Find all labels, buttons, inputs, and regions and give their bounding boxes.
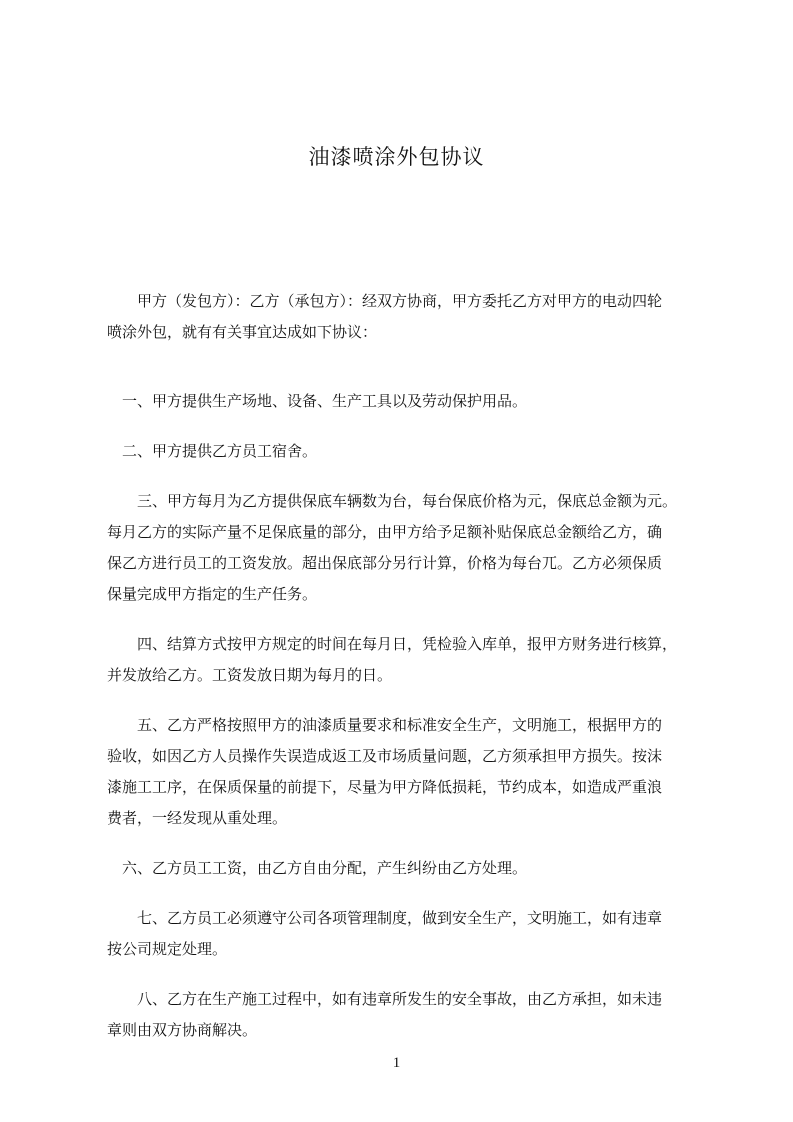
text-line: 四、结算方式按甲方规定的时间在每月日，凭检验入库单，报甲方财务进行核算， [107,635,678,653]
text-line: 喷涂外包，就有有关事宜达成如下协议： [107,323,378,341]
text-line: 二、甲方提供乙方员工宿舍。 [107,442,318,460]
text-line: 章则由双方协商解决。 [107,1021,258,1039]
paragraph-clause-3 [107,486,711,610]
text-line: 一、甲方提供生产场地、设备、生产工具以及劳动保护用品。 [107,392,528,410]
text-line: 验收，如因乙方人员操作失误造成返工及市场质量问题，乙方须承担甲方损失。按沫 [107,747,663,765]
text-line: 保乙方进行员工的工资发放。超出保底部分另行计算，价格为每台兀。乙方必须保质 [107,554,663,572]
text-line: 七、乙方员工必须遵守公司各项管理制度，做到安全生产，文明施工，如有违章 [107,909,663,927]
text-line: 五、乙方严格按照甲方的油漆质量要求和标准安全生产，文明施工，根据甲方的 [107,716,663,734]
text-line: 每月乙方的实际产量不足保底量的部分，由甲方给予足额补贴保底总金额给乙方，确 [107,523,663,541]
paragraph-clause-8 [107,984,711,1046]
text-line: 漆施工工序，在保质保量的前提下，尽量为甲方降低损耗，节约成本，如造成严重浪 [107,778,663,796]
text-line: 八、乙方在生产施工过程中，如有违章所发生的安全事故，由乙方承担，如未违 [107,990,663,1008]
paragraph-clause-5 [107,710,711,834]
document-body [107,286,711,1046]
text-line: 甲方（发包方）：乙方（承包方）：经双方协商，甲方委托乙方对甲方的电动四轮 [107,292,663,310]
document-title: 油漆喷涂外包协议 [308,145,485,169]
paragraph-clause-7 [107,903,711,965]
text-line: 保量完成甲方指定的生产任务。 [107,585,318,603]
paragraph-clause-1 [107,386,711,417]
text-line: 六、乙方员工工资，由乙方自由分配，产生纠纷由乙方处理。 [107,859,528,877]
paragraph-clause-6 [107,853,711,884]
text-line: 按公司规定处理。 [107,940,228,958]
text-line: 并发放给乙方。工资发放日期为每月的日。 [107,666,393,684]
paragraph-clause-4 [107,629,711,691]
page-number: 1 [392,1055,401,1071]
paragraph-intro [107,286,711,348]
paragraph-clause-2 [107,436,711,467]
text-line: 三、甲方每月为乙方提供保底车辆数为台，每台保底价格为元，保底总金额为元。 [107,492,678,510]
text-line: 费者，一经发现从重处理。 [107,809,288,827]
